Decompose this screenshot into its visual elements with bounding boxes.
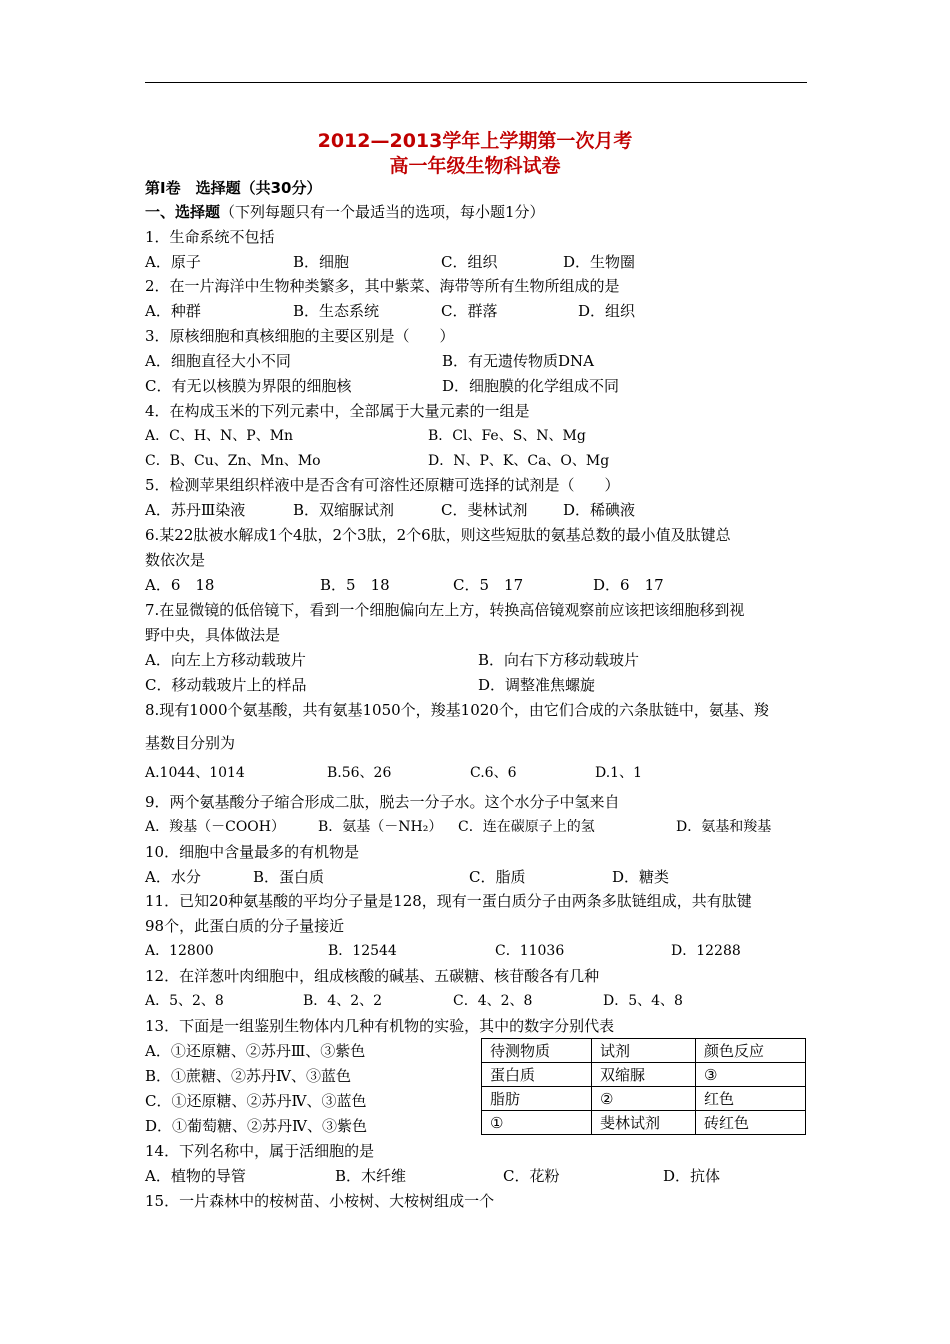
option-row [145, 867, 807, 887]
option: C．4、2、8 [453, 993, 533, 1009]
option: A．种群 [145, 302, 201, 320]
option: A．苏丹Ⅲ染液 [145, 501, 246, 519]
table-row [482, 1087, 806, 1111]
option-row [145, 351, 807, 371]
option: A．6 18 [145, 576, 215, 594]
option: C．连在碳原子上的氢 [458, 819, 595, 835]
question-stem: 3．原核细胞和真核细胞的主要区别是（ ） [145, 327, 455, 345]
option-row [145, 451, 807, 471]
table-header-cell: 颜色反应 [696, 1039, 806, 1063]
part-label: 一、选择题 [145, 203, 221, 221]
part-heading [145, 202, 545, 222]
question-stem: 8.现有1000个氨基酸，共有氨基1050个，羧基1020个，由它们合成的六条肽链中，氨基、羧 [145, 701, 769, 719]
option: A．植物的导管 [145, 1167, 246, 1185]
table-cell: 双缩脲 [592, 1063, 696, 1087]
table-row [482, 1111, 806, 1135]
question-stem: 14．下列名称中，属于活细胞的是 [145, 1142, 375, 1160]
question-stem: 1．生命系统不包括 [145, 228, 275, 246]
option: A．C、H、N、P、Mn [145, 428, 294, 444]
option-row [145, 1166, 807, 1186]
question-stem-cont: 数依次是 [145, 551, 206, 569]
option: B．4、2、2 [303, 993, 383, 1009]
option-row [145, 426, 807, 446]
option: C．B、Cu、Zn、Mn、Mo [145, 453, 321, 469]
option-row [145, 991, 807, 1011]
option: D．5、4、8 [603, 993, 683, 1009]
option-row [145, 376, 807, 396]
option: A．向左上方移动载玻片 [145, 651, 306, 669]
option: A．水分 [145, 868, 201, 886]
question-stem: 5．检测苹果组织样液中是否含有可溶性还原糖可选择的试剂是（ ） [145, 476, 620, 494]
option: D．12288 [671, 943, 741, 959]
option: B．氨基（－NH₂） [318, 819, 443, 835]
option: A．12800 [145, 943, 214, 959]
table-cell: 砖红色 [696, 1111, 806, 1135]
option: D．糖类 [612, 868, 670, 886]
option: D．①葡萄糖、②苏丹Ⅳ、③紫色 [145, 1117, 368, 1135]
option: A．5、2、8 [145, 993, 224, 1009]
option: C．群落 [441, 302, 498, 320]
reagent-table [481, 1038, 806, 1135]
question-stem: 11．已知20种氨基酸的平均分子量是128，现有一蛋白质分子由两条多肽链组成，共有肽键 [145, 892, 752, 910]
question-stem: 6.某22肽被水解成1个4肽，2个3肽，2个6肽，则这些短肽的氨基总数的最小值及肽键总 [145, 526, 731, 544]
option: C．11036 [495, 943, 565, 959]
table-header-cell: 试剂 [592, 1039, 696, 1063]
option-row [145, 252, 807, 272]
table-row [482, 1063, 806, 1087]
option: D．调整准焦螺旋 [478, 676, 596, 694]
option-row [145, 675, 807, 695]
option: B．向右下方移动载玻片 [478, 651, 640, 669]
option-row [145, 575, 807, 595]
option: B．①蔗糖、②苏丹Ⅳ、③蓝色 [145, 1067, 352, 1085]
option: B．蛋白质 [253, 868, 325, 886]
option: A．原子 [145, 253, 201, 271]
option: C．脂质 [469, 868, 526, 886]
option: A．羧基（－COOH） [145, 819, 285, 835]
question-stem: 9．两个氨基酸分子缩合形成二肽，脱去一分子水。这个水分子中氢来自 [145, 793, 620, 811]
table-cell: 脂肪 [482, 1087, 592, 1111]
table-header-row [482, 1039, 806, 1063]
option: B．5 18 [320, 576, 390, 594]
option: A．细胞直径大小不同 [145, 352, 291, 370]
option: B．12544 [328, 943, 397, 959]
question-stem: 12．在洋葱叶肉细胞中，组成核酸的碱基、五碳糖、核苷酸各有几种 [145, 967, 600, 985]
question-stem-cont: 基数目分别为 [145, 734, 236, 752]
option: C．有无以核膜为界限的细胞核 [145, 377, 352, 395]
option: B．细胞 [293, 253, 350, 271]
question-stem: 4．在构成玉米的下列元素中，全部属于大量元素的一组是 [145, 402, 530, 420]
option: B．有无遗传物质DNA [442, 352, 595, 370]
option: C．移动载玻片上的样品 [145, 676, 307, 694]
option: D．生物圈 [563, 253, 636, 271]
option: D．氨基和羧基 [676, 819, 772, 835]
option: B．Cl、Fe、S、N、Mg [428, 428, 586, 444]
question-stem: 13．下面是一组鉴别生物体内几种有机物的实验，其中的数字分别代表 [145, 1017, 615, 1035]
option-row [145, 941, 807, 961]
question-stem-cont: 野中央，具体做法是 [145, 626, 281, 644]
question-stem: 15．一片森林中的桉树苗、小桉树、大桉树组成一个 [145, 1192, 495, 1210]
option: C．花粉 [503, 1167, 560, 1185]
option-row [145, 301, 807, 321]
option: B.56、26 [327, 765, 392, 781]
exam-title: 2012—2013学年上学期第一次月考 [317, 130, 633, 152]
option: C．斐林试剂 [441, 501, 528, 519]
option: B．双缩脲试剂 [293, 501, 395, 519]
table-cell: 斐林试剂 [592, 1111, 696, 1135]
table-cell: 蛋白质 [482, 1063, 592, 1087]
option: A．①还原糖、②苏丹Ⅲ、③紫色 [145, 1042, 366, 1060]
option: C．5 17 [453, 576, 524, 594]
option: D．稀碘液 [563, 501, 636, 519]
table-header-cell: 待测物质 [482, 1039, 592, 1063]
table-cell: ③ [696, 1063, 806, 1087]
option: D．N、P、K、Ca、O、Mg [428, 453, 610, 469]
option-row [145, 650, 807, 670]
option: D.1、1 [595, 765, 642, 781]
option: C．①还原糖、②苏丹Ⅳ、③蓝色 [145, 1092, 367, 1110]
table-cell: 红色 [696, 1087, 806, 1111]
part-note: （下列每题只有一个最适当的选项，每小题1分） [220, 203, 545, 221]
option: A.1044、1014 [145, 765, 245, 781]
option: C．组织 [441, 253, 498, 271]
option-row [145, 763, 807, 783]
option: B．生态系统 [293, 302, 380, 320]
option-row [145, 817, 807, 837]
option: D．组织 [578, 302, 636, 320]
question-stem: 10．细胞中含量最多的有机物是 [145, 843, 360, 861]
section-heading: 第Ⅰ卷 选择题（共30分） [145, 179, 322, 197]
table-cell: ② [592, 1087, 696, 1111]
question-stem: 2．在一片海洋中生物种类繁多，其中紫菜、海带等所有生物所组成的是 [145, 277, 620, 295]
question-stem: 7.在显微镜的低倍镜下，看到一个细胞偏向左上方，转换高倍镜观察前应该把该细胞移到视 [145, 601, 745, 619]
option: D．抗体 [663, 1167, 721, 1185]
option: D．6 17 [593, 576, 664, 594]
option: B．木纤维 [335, 1167, 407, 1185]
question-stem-cont: 98个，此蛋白质的分子量接近 [145, 917, 345, 935]
table-cell: ① [482, 1111, 592, 1135]
option: C.6、6 [470, 765, 517, 781]
exam-subtitle: 高一年级生物科试卷 [389, 155, 561, 177]
header-rule [145, 82, 807, 83]
option-row [145, 500, 807, 520]
option: D．细胞膜的化学组成不同 [442, 377, 620, 395]
